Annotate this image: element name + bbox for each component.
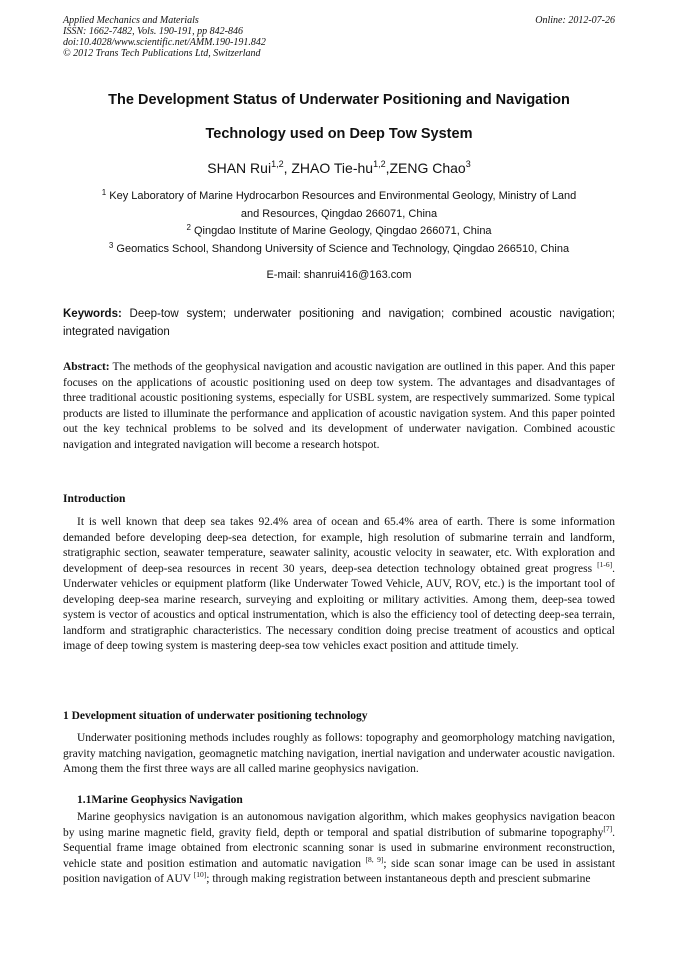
- abstract: [63, 360, 615, 453]
- author-affiliation-mark: 1,2: [271, 159, 284, 169]
- author-name: ZENG Chao: [389, 160, 466, 176]
- citation: [10]: [193, 870, 207, 879]
- abstract-label: Abstract:: [63, 361, 110, 373]
- author-affiliation-mark: 1,2: [373, 159, 386, 169]
- section-1-heading: 1 Development situation of underwater positioning technology: [63, 710, 368, 722]
- doi-line: doi:10.4028/www.scientific.net/AMM.190-191.842: [63, 37, 266, 48]
- author-name: ZHAO Tie-hu: [291, 160, 374, 176]
- affiliation-2: $^2$ Qingdao Institute of Marine Geology, Qingdao 266071, China: [186, 223, 492, 237]
- author-email: E-mail: shanrui416@163.com: [266, 269, 412, 281]
- introduction-paragraph: It is well known that deep sea takes 92.4% area of ocean and 65.4% area of earth. There is some information demanded before developing deep-sea detection, for example, high resolution of submarine terrain and landform, stratigraphic section, seawater temperature, seawater salinity, acoustic velocity in seawater, etc. With exploration and development of deep-sea resources in recent 30 years, deep-sea detection technology obtained great progress [1-6]. Underwater vehicles or equipment platform (like Underwater Towed Vehicle, AUV, ROV, etc.) is the important tool of developing deep-sea marine research, surveying and exploiting or military activities. Among them, deep-sea towed system is vector of acoustics and optical instrumentation, which is also the efficiency tool of detecting deep-sea terrain, landform and stratigraphic characteristics. The necessary condition doing precise treatment of acoustics and optical image of deep towing system is mastering deep-sea tow vehicles exact position and attitude timely.: [63, 516, 615, 652]
- online-date: Online: 2012-07-26: [535, 15, 615, 26]
- affiliation-1-line-2: and Resources, Qingdao 266071, China: [240, 208, 438, 220]
- introduction-heading: Introduction: [63, 493, 126, 505]
- author-list: SHAN Rui$^{1,2}$, ZHAO Tie-hu$^{1,2}$,ZENG Chao$^3$: [207, 159, 471, 176]
- citation: [1-6]: [597, 559, 613, 569]
- keywords-text: Deep-tow system; underwater positioning and navigation; combined acoustic navigation; integrated navigation: [63, 308, 615, 338]
- author-affiliation-mark: 3: [465, 159, 471, 169]
- paper-title-line-1: The Development Status of Underwater Positioning and Navigation: [108, 92, 570, 108]
- keywords-label: Keywords:: [63, 308, 122, 320]
- abstract-text: The methods of the geophysical navigation and acoustic navigation are outlined in this paper. And this paper focuses on the applications of acoustic positioning used on deep tow system. The advantages and disadvantages of three traditional acoustic positioning systems, especially for USBL system, are respectively summarized. Some typical products are listed to illuminate the performance and application of acoustic navigation system. And this paper pointed out the key technical problems to be solved and its development of underwater navigation. Combined acoustic navigation and integrated navigation will become a research hotspot.: [63, 361, 615, 451]
- journal-header: [63, 15, 615, 59]
- affiliation-1-line-1: $^1$ Key Laboratory of Marine Hydrocarbon Resources and Environmental Geology, Ministry of Land: [101, 188, 577, 202]
- subsection-1-1-paragraph: Marine geophysics navigation is an autonomous navigation algorithm, which makes geophysics navigation beacon by using marine magnetic field, gravity field, depth or temporal and spatial distribution of submarine topography[7]. Sequential frame image obtained from electronic scanning sonar is used in submarine environment reconstruction, vehicle state and position estimation and automatic navigation [8, 9]; side scan sonar image can be used in assistant position navigation of AUV [10]; through making registration between instantaneous depth and prescient submarine: [63, 811, 616, 885]
- section-1-paragraph: Underwater positioning methods includes roughly as follows: topography and geomorphology matching navigation, gravity matching navigation, geomagnetic matching navigation, inertial navigation and underwater acoustic navigation. Among them the first three ways are all called marine geophysics navigation.: [63, 732, 615, 775]
- affiliation-3: $^3$ Geomatics School, Shandong University of Science and Technology, Qingdao 266510, China: [108, 241, 570, 255]
- journal-name: Applied Mechanics and Materials: [63, 15, 199, 26]
- issn-line: ISSN: 1662-7482, Vols. 190-191, pp 842-846: [63, 26, 243, 37]
- paper-title-line-2: Technology used on Deep Tow System: [205, 126, 473, 142]
- author-name: SHAN Rui: [207, 160, 272, 176]
- citation: [8, 9]: [365, 854, 384, 864]
- keywords: [63, 305, 615, 341]
- subsection-1-1-heading: 1.1Marine Geophysics Navigation: [77, 794, 243, 806]
- copyright-line: © 2012 Trans Tech Publications Ltd, Switzerland: [63, 48, 261, 59]
- citation: [7]: [603, 823, 613, 833]
